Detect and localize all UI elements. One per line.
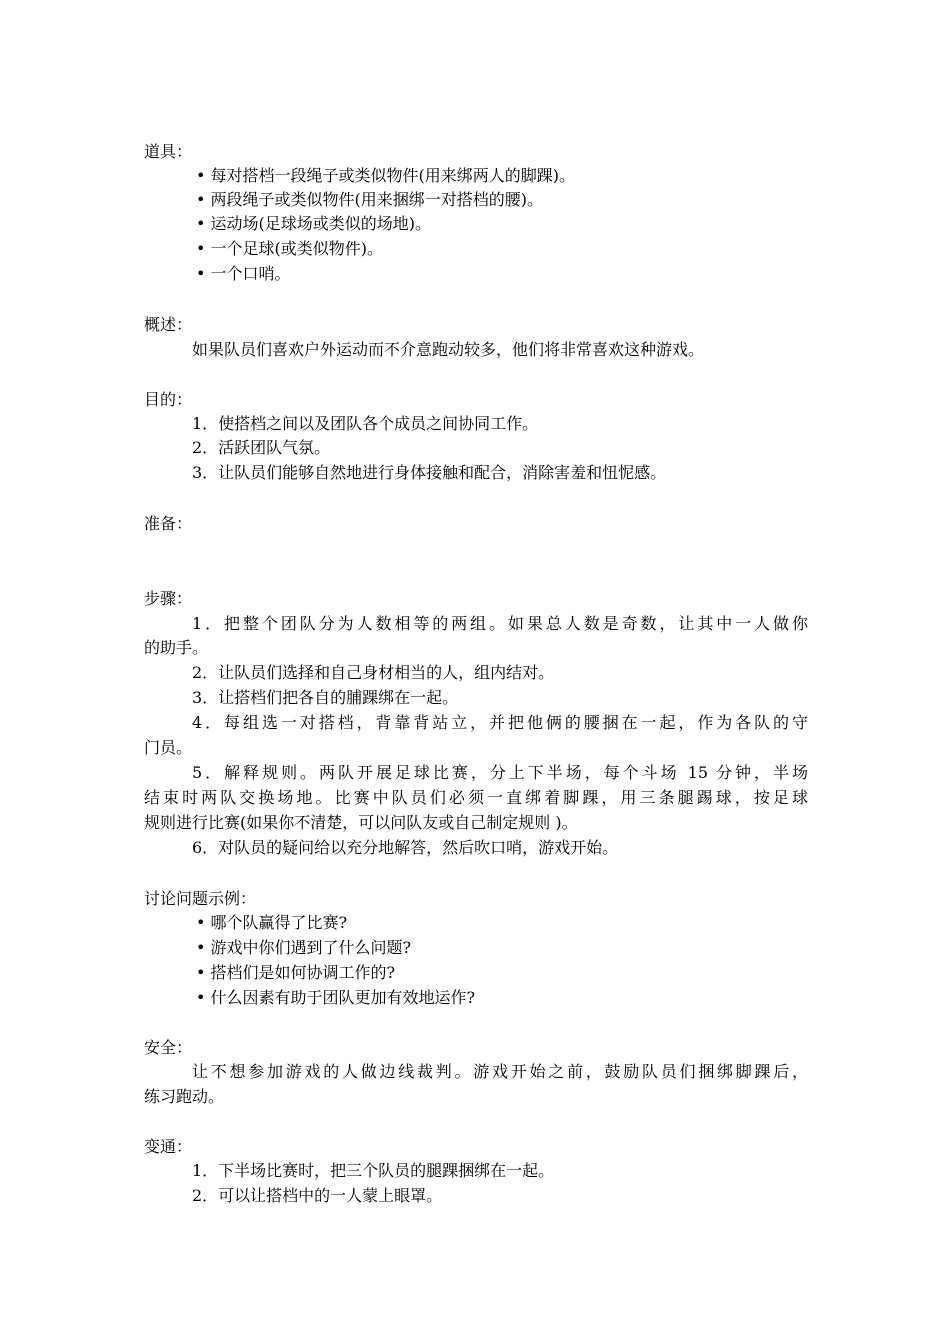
section-heading-discussion: 讨论问题示例： — [144, 889, 257, 908]
step-line: 4．每组选一对搭档，背靠背站立，并把他俩的腰捆在一起，作为各队的守 — [192, 713, 808, 732]
step-line: 结束时两队交换场地。比赛中队员们必须一直绑着脚踝，用三条腿踢球，按足球 — [144, 788, 808, 807]
step-line: 1．把整个团队分为人数相等的两组。如果总人数是奇数，让其中一人做你 — [192, 614, 808, 633]
list-item: 2．可以让搭档中的一人蒙上眼罩。 — [192, 1186, 443, 1205]
safety-line: 练习跑动。 — [144, 1087, 225, 1106]
step-line: 6．对队员的疑问给以充分地解答，然后吹口哨，游戏开始。 — [192, 838, 619, 857]
list-item: • 搭档们是如何协调工作的? — [196, 963, 396, 982]
section-heading-preparation: 准备： — [144, 514, 193, 533]
list-item: 1．使搭档之间以及团队各个成员之间协同工作。 — [192, 414, 539, 433]
section-heading-steps: 步骤： — [144, 589, 193, 608]
list-item: • 游戏中你们遇到了什么问题? — [196, 938, 412, 957]
section-heading-variations: 变通： — [144, 1137, 193, 1156]
step-line: 3．让搭档们把各自的脯踝绑在一起。 — [192, 688, 459, 707]
list-item: • 一个口哨。 — [196, 264, 291, 283]
list-item: • 什么因素有助于团队更加有效地运作? — [196, 988, 476, 1007]
section-heading-safety: 安全： — [144, 1038, 193, 1057]
section-heading-purpose: 目的： — [144, 390, 193, 409]
step-line: 规则进行比赛(如果你不清楚，可以问队友或自己制定规则 )。 — [144, 813, 578, 832]
section-heading-overview: 概述： — [144, 315, 193, 334]
safety-line: 让不想参加游戏的人做边线裁判。游戏开始之前，鼓励队员们捆绑脚踝后， — [192, 1062, 808, 1081]
step-line: 门员。 — [144, 738, 193, 757]
step-line: 的助手。 — [144, 638, 209, 657]
list-item: • 两段绳子或类似物件(用来捆绑一对搭档的腰)。 — [196, 190, 544, 209]
step-line: 5．解释规则。两队开展足球比赛，分上下半场，每个斗场 15 分钟，半场 — [192, 763, 808, 782]
list-item: • 一个足球(或类似物件)。 — [196, 239, 384, 258]
overview-text: 如果队员们喜欢户外运动而不介意跑动较多，他们将非常喜欢这种游戏。 — [192, 340, 705, 359]
list-item: • 哪个队赢得了比赛? — [196, 913, 348, 932]
list-item: 1．下半场比赛时，把三个队员的腿踝捆绑在一起。 — [192, 1161, 555, 1180]
step-line: 2．让队员们选择和自己身材相当的人，组内结对。 — [192, 663, 555, 682]
section-heading-props: 道具： — [144, 142, 193, 161]
list-item: 3．让队员们能够自然地进行身体接触和配合，消除害羞和忸怩感。 — [192, 463, 667, 482]
list-item: • 运动场(足球场或类似的场地)。 — [196, 214, 432, 233]
list-item: 2．活跃团队气氛。 — [192, 438, 331, 457]
list-item: • 每对搭档一段绳子或类似物件(用来绑两人的脚踝)。 — [196, 166, 576, 185]
